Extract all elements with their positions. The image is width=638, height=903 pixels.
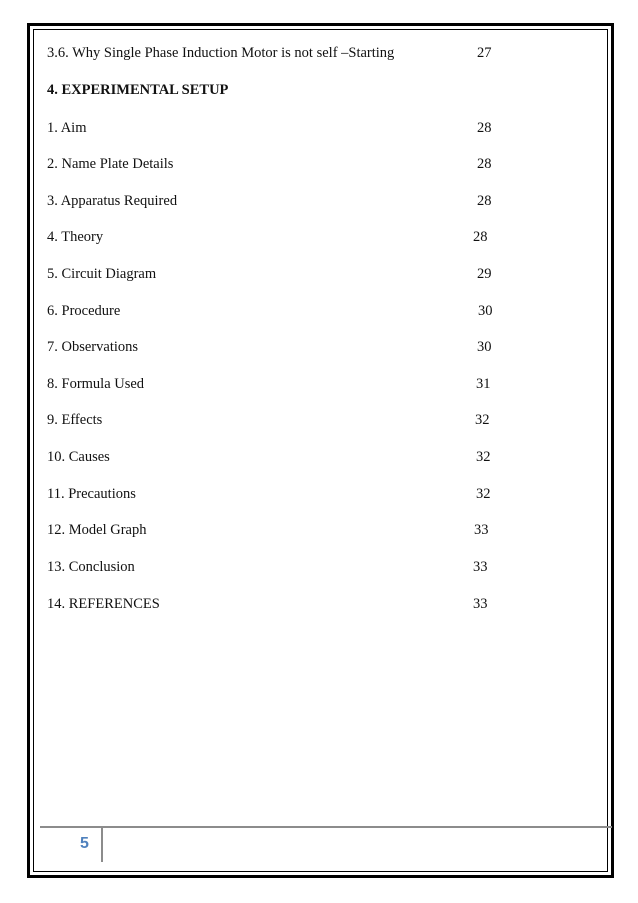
toc-entry-label: 12. Model Graph <box>47 522 147 538</box>
toc-entry-label: 6. Procedure <box>47 303 121 319</box>
toc-entry-page: 28 <box>477 120 492 136</box>
toc-entry-model-graph <box>47 521 507 539</box>
toc-entry-page: 28 <box>477 193 492 209</box>
toc-entry-label: 3.6. Why Single Phase Induction Motor is not self –Starting <box>47 45 395 61</box>
footer-divider <box>40 826 612 828</box>
toc-entry-page: 27 <box>477 45 492 61</box>
toc-entry-label: 1. Aim <box>47 120 87 136</box>
toc-entry-apparatus <box>47 192 507 210</box>
toc-entry-name-plate <box>47 155 507 173</box>
toc-entry-page: 28 <box>477 156 492 172</box>
toc-entry-3-6 <box>47 44 507 62</box>
toc-entry-label: 10. Causes <box>47 449 110 465</box>
footer-separator <box>101 826 103 862</box>
toc-entry-effects <box>47 411 507 429</box>
toc-entry-label: 11. Precautions <box>47 486 136 502</box>
toc-entry-page: 32 <box>475 412 490 428</box>
toc-entry-label: 3. Apparatus Required <box>47 193 178 209</box>
toc-entry-page: 29 <box>477 266 492 282</box>
toc-entry-page: 33 <box>473 596 488 612</box>
toc-entry-procedure <box>47 302 507 320</box>
toc-entry-page: 30 <box>477 339 492 355</box>
toc-entry-page: 32 <box>476 449 491 465</box>
toc-entry-label: 14. REFERENCES <box>47 596 160 612</box>
toc-entry-references <box>47 595 507 613</box>
toc-entry-theory <box>47 228 507 246</box>
toc-entry-label: 13. Conclusion <box>47 559 135 575</box>
page-number: 5 <box>80 835 89 852</box>
toc-entry-label: 8. Formula Used <box>47 376 145 392</box>
toc-entry-circuit-diagram <box>47 265 507 283</box>
toc-entry-page: 30 <box>478 303 493 319</box>
toc-entry-page: 31 <box>476 376 491 392</box>
toc-entry-label: 5. Circuit Diagram <box>47 266 157 282</box>
toc-entry-formula-used <box>47 375 507 393</box>
toc-entry-observations <box>47 338 507 356</box>
toc-entry-label: 9. Effects <box>47 412 103 428</box>
toc-entry-page: 32 <box>476 486 491 502</box>
toc-entry-aim <box>47 119 507 137</box>
toc-section-heading <box>47 81 507 99</box>
toc-entry-label: 4. Theory <box>47 229 104 245</box>
toc-entry-label: 4. EXPERIMENTAL SETUP <box>47 82 229 98</box>
toc-entry-page: 33 <box>473 559 488 575</box>
toc-entry-page: 28 <box>473 229 488 245</box>
toc-entry-conclusion <box>47 558 507 576</box>
toc-entry-label: 2. Name Plate Details <box>47 156 174 172</box>
toc-entry-page: 33 <box>474 522 489 538</box>
toc-entry-label: 7. Observations <box>47 339 139 355</box>
toc-entry-causes <box>47 448 507 466</box>
toc-entry-precautions <box>47 485 507 503</box>
